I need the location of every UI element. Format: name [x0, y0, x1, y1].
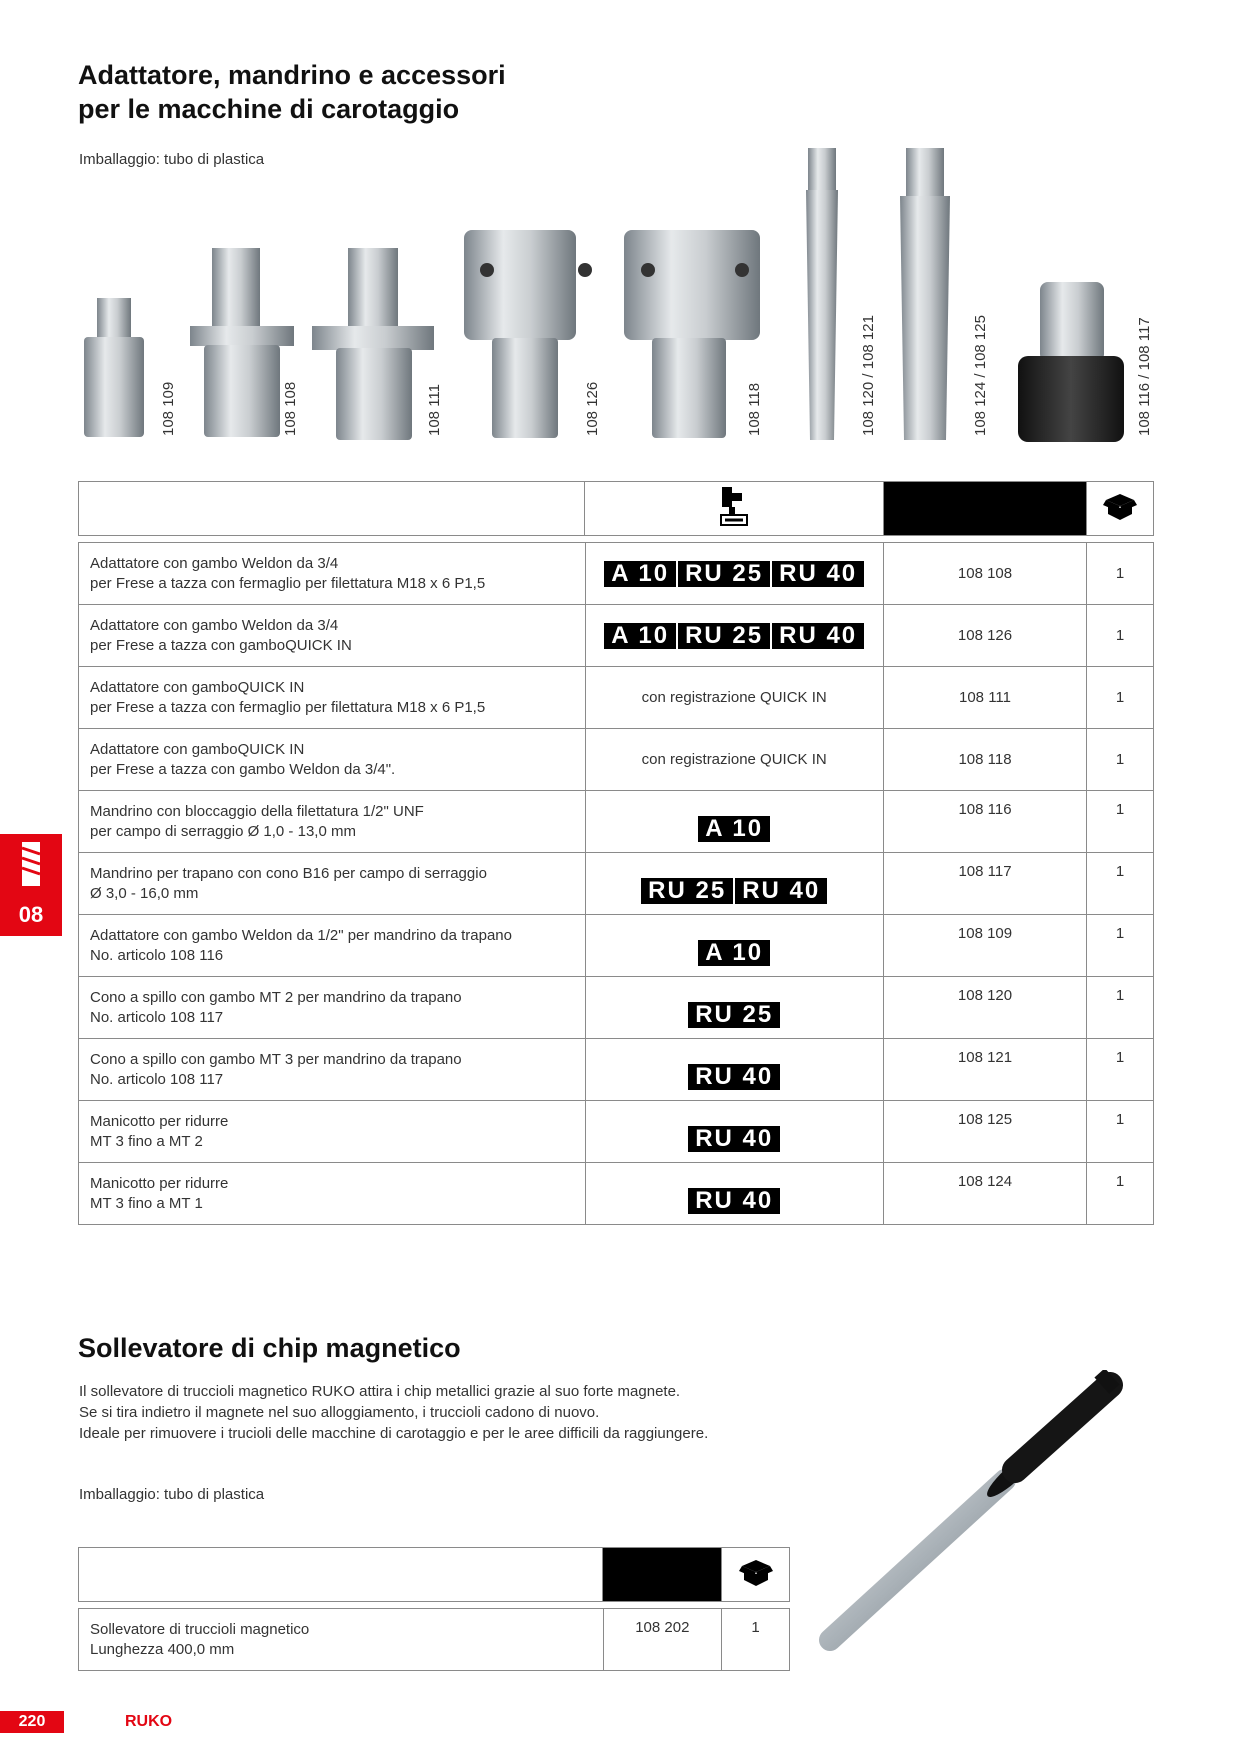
product-108111-image: [312, 248, 434, 440]
description-line-1: Cono a spillo con gambo MT 2 per mandrino da trapano: [90, 988, 462, 1006]
header-article-cell: [883, 482, 1086, 536]
product-108126-image: [464, 230, 592, 438]
product-code: 108 120 / 108 121: [860, 315, 877, 436]
product-code: 108 108: [282, 381, 299, 436]
description-cell: [79, 729, 586, 791]
description-line-2: Ø 3,0 - 16,0 mm: [90, 884, 199, 902]
quantity-cell: 1: [1087, 1101, 1154, 1163]
description-cell: [79, 1039, 586, 1101]
machine-badge: RU 25: [688, 1002, 780, 1028]
chip-lifter-image: [810, 1370, 1140, 1660]
description-line-2: per Frese a tazza con gamboQUICK IN: [90, 636, 352, 654]
description-line-2: No. articolo 108 117: [90, 1070, 224, 1088]
table-row: [79, 605, 1154, 667]
description-line-1: Adattatore con gambo Weldon da 3/4: [90, 616, 339, 634]
quantity-cell: 1: [1087, 543, 1154, 605]
table-row: [79, 1101, 1154, 1163]
machine-cell: [585, 605, 883, 667]
chip-lifter-table: [78, 1608, 790, 1671]
quantity-cell: 1: [1087, 1039, 1154, 1101]
quantity-cell: 1: [1087, 667, 1154, 729]
description-cell: [79, 791, 586, 853]
description-cell: [79, 853, 586, 915]
accessories-table: [78, 542, 1154, 1225]
article-cell: 108 117: [883, 853, 1086, 915]
description-cell: [79, 605, 586, 667]
table-row: [79, 1609, 790, 1671]
description-line-1: Mandrino per trapano con cono B16 per campo di serraggio: [90, 864, 487, 882]
machine-cell: [585, 1101, 883, 1163]
description-line-3: Ideale per rimuovere i trucioli delle macchine di carotaggio e per le aree difficili da raggiungere.: [79, 1425, 709, 1442]
machine-badge: RU 40: [688, 1126, 780, 1152]
chapter-number: 08: [18, 902, 44, 927]
machine-badge: RU 25: [678, 623, 770, 649]
article-cell: 108 118: [883, 729, 1086, 791]
article-cell: 108 124: [883, 1163, 1086, 1225]
quantity-cell: 1: [1087, 791, 1154, 853]
description-line-1: Adattatore con gamboQUICK IN: [90, 678, 305, 696]
section-title: Sollevatore di chip magnetico: [78, 1333, 461, 1363]
packaging-note: Imballaggio: tubo di plastica: [79, 151, 265, 168]
header-packaging-cell: [1087, 482, 1154, 536]
table-row: [79, 915, 1154, 977]
packaging-note-2: Imballaggio: tubo di plastica: [79, 1486, 265, 1503]
machine-cell: [585, 667, 883, 729]
machine-badge: RU 40: [772, 623, 864, 649]
description-line-2: per campo di serraggio Ø 1,0 - 13,0 mm: [90, 822, 356, 840]
product-108108-image: [190, 248, 294, 437]
page-title: [78, 58, 506, 126]
box-icon: [1103, 492, 1137, 522]
table-row: [79, 1163, 1154, 1225]
quantity-cell: 1: [1087, 915, 1154, 977]
product-108120-image: [806, 148, 838, 440]
description-line-2: per Frese a tazza con fermaglio per filettatura M18 x 6 P1,5: [90, 574, 486, 592]
description-line-1: Mandrino con bloccaggio della filettatura 1/2" UNF: [90, 802, 424, 820]
title-line-2: per le macchine di carotaggio: [78, 94, 460, 124]
product-108124-image: [900, 148, 950, 440]
article-cell: 108 111: [883, 667, 1086, 729]
product-code: 108 111: [426, 384, 443, 436]
description-cell: [79, 543, 586, 605]
article-cell: 108 108: [883, 543, 1086, 605]
quantity-cell: 1: [1087, 977, 1154, 1039]
quantity-cell: 1: [722, 1609, 790, 1671]
article-cell: 108 121: [883, 1039, 1086, 1101]
machine-cell: [585, 543, 883, 605]
description-line-1: Adattatore con gambo Weldon da 1/2" per mandrino da trapano: [90, 926, 512, 944]
product-code: 108 118: [746, 382, 763, 436]
core-cutter-icon: [0, 834, 62, 896]
description-cell: [79, 1163, 586, 1225]
machine-note: con registrazione QUICK IN: [641, 751, 827, 768]
machine-badge: RU 25: [678, 561, 770, 587]
article-cell: 108 202: [603, 1609, 722, 1671]
header-article-cell: [603, 1548, 722, 1602]
article-cell: 108 109: [883, 915, 1086, 977]
machine-badge: A 10: [604, 623, 676, 649]
machine-badge: A 10: [698, 940, 770, 966]
table-row: [79, 543, 1154, 605]
core-drill-machine-icon: [719, 485, 749, 529]
description-line-1: Manicotto per ridurre: [90, 1112, 229, 1130]
machine-badge: RU 40: [688, 1188, 780, 1214]
description-line-1: Il sollevatore di truccioli magnetico RUKO attira i chip metallici grazie al suo forte magnete.: [79, 1383, 681, 1400]
description-line-2: No. articolo 108 116: [90, 946, 224, 964]
product-code: 108 109: [160, 381, 177, 436]
description-line-1: Sollevatore di truccioli magnetico: [90, 1620, 310, 1638]
product-code: 108 116 / 108 117: [1136, 317, 1153, 436]
description-line-1: Adattatore con gambo Weldon da 3/4: [90, 554, 339, 572]
description-line-2: per Frese a tazza con gambo Weldon da 3/4".: [90, 760, 396, 778]
description-line-2: per Frese a tazza con fermaglio per filettatura M18 x 6 P1,5: [90, 698, 486, 716]
machine-cell: [585, 1039, 883, 1101]
header-packaging-cell: [722, 1548, 790, 1602]
description-line-2: Se si tira indietro il magnete nel suo alloggiamento, i truccioli cadono di nuovo.: [79, 1404, 600, 1421]
machine-badge: RU 25: [641, 878, 733, 904]
machine-cell: [585, 729, 883, 791]
description-line-1: Adattatore con gamboQUICK IN: [90, 740, 305, 758]
table-row: [79, 791, 1154, 853]
article-cell: 108 116: [883, 791, 1086, 853]
machine-cell: [585, 977, 883, 1039]
table-row: [79, 1039, 1154, 1101]
description-line-2: MT 3 fino a MT 2: [90, 1132, 203, 1150]
quantity-cell: 1: [1087, 605, 1154, 667]
description-line-2: Lunghezza 400,0 mm: [90, 1640, 235, 1658]
table-row: [79, 977, 1154, 1039]
header-machine-cell: [585, 482, 883, 536]
product-108118-image: [624, 230, 760, 438]
table-row: [79, 667, 1154, 729]
article-cell: 108 120: [883, 977, 1086, 1039]
product-108116-image: [1018, 282, 1124, 442]
machine-cell: [585, 853, 883, 915]
brand-logo: RUKO: [125, 1713, 173, 1730]
machine-badge: A 10: [698, 816, 770, 842]
description-cell: [79, 1609, 604, 1671]
title-line-1: Adattatore, mandrino e accessori: [78, 60, 506, 90]
product-photos: [0, 130, 1240, 450]
table-row: [79, 853, 1154, 915]
product-code: 108 126: [584, 381, 601, 436]
machine-cell: [585, 1163, 883, 1225]
quantity-cell: 1: [1087, 1163, 1154, 1225]
article-cell: 108 125: [883, 1101, 1086, 1163]
description-line-1: Cono a spillo con gambo MT 3 per mandrino da trapano: [90, 1050, 462, 1068]
quantity-cell: 1: [1087, 853, 1154, 915]
product-code: 108 124 / 108 125: [972, 315, 989, 436]
header-description-cell: [79, 482, 585, 536]
product-108109-image: [84, 298, 144, 437]
machine-badge: RU 40: [772, 561, 864, 587]
page-number: 220: [0, 1711, 64, 1733]
machine-cell: [585, 791, 883, 853]
description-cell: [79, 977, 586, 1039]
description-cell: [79, 915, 586, 977]
machine-badge: RU 40: [688, 1064, 780, 1090]
quantity-cell: 1: [1087, 729, 1154, 791]
description-cell: [79, 667, 586, 729]
machine-badge: A 10: [604, 561, 676, 587]
description-line-1: Manicotto per ridurre: [90, 1174, 229, 1192]
table2-header: [78, 1547, 790, 1602]
machine-note: con registrazione QUICK IN: [641, 689, 827, 706]
machine-badge: RU 40: [735, 878, 827, 904]
description-line-2: No. articolo 108 117: [90, 1008, 224, 1026]
box-icon: [739, 1558, 773, 1588]
table1-header: [78, 481, 1154, 536]
table-row: [79, 729, 1154, 791]
section-description: [79, 1381, 708, 1444]
header-description-cell: [79, 1548, 603, 1602]
machine-cell: [585, 915, 883, 977]
description-line-2: MT 3 fino a MT 1: [90, 1194, 203, 1212]
description-cell: [79, 1101, 586, 1163]
article-cell: 108 126: [883, 605, 1086, 667]
